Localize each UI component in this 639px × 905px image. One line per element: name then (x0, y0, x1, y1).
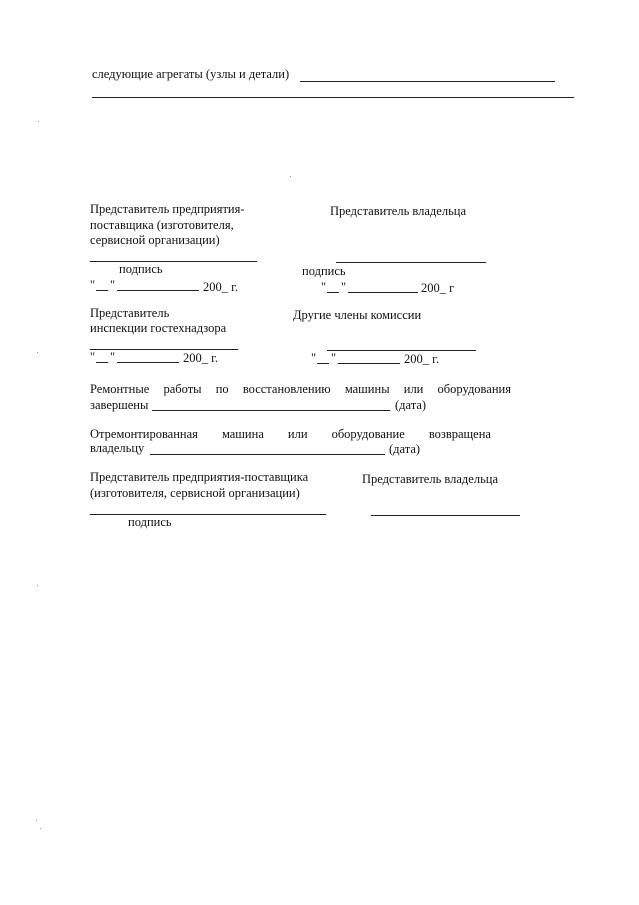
date-open-quote: " (90, 350, 96, 364)
owner-rep-label: Представитель владельца (362, 472, 499, 486)
aggregates-label: следующие агрегаты (узлы и детали) (92, 67, 290, 81)
date-open-quote: " (90, 278, 96, 292)
returned-statement (90, 427, 491, 442)
repair-completed-label: завершены (90, 398, 149, 412)
supplier-rep-line-2: (изготовителя, сервисной организации) (90, 486, 300, 500)
supplier-rep-line-1: Представитель предприятия- (90, 202, 245, 216)
date-day-line[interactable] (327, 292, 339, 293)
inspection-rep-line-2: инспекции гостехнадзора (90, 321, 227, 335)
scan-speck (37, 352, 38, 353)
returned-date-caption: (дата) (389, 442, 421, 456)
returned-word: возвращена (428, 427, 491, 441)
scan-speck (40, 828, 41, 829)
returned-line[interactable] (150, 454, 385, 455)
date-month-line[interactable] (117, 362, 179, 363)
supplier-rep-line-1: Представитель предприятия-поставщика (90, 470, 309, 484)
date-day-line[interactable] (96, 362, 108, 363)
commission-signature-line[interactable] (327, 350, 476, 351)
returned-word: оборудование (331, 427, 405, 441)
returned-word: или (287, 427, 308, 441)
supplier-rep-line-2: поставщика (изготовителя, (90, 218, 234, 232)
supplier-signature-line[interactable] (90, 514, 326, 515)
scan-speck (38, 121, 39, 122)
repair-word: или (403, 382, 424, 396)
repair-completed-line[interactable] (152, 410, 390, 411)
date-close-quote: " (110, 278, 116, 292)
supplier-signature-line[interactable] (90, 261, 257, 262)
date-year: 200_ г. (203, 280, 238, 294)
repair-word: по (215, 382, 229, 396)
commission-members-label: Другие члены комиссии (293, 308, 422, 322)
supplier-rep-line-3: сервисной организации) (90, 233, 220, 247)
repair-statement (90, 382, 511, 397)
date-year: 200_ г (421, 281, 455, 295)
aggregates-line-1[interactable] (300, 81, 555, 82)
date-close-quote: " (110, 350, 116, 364)
scan-speck (290, 176, 291, 177)
inspection-rep-line-1: Представитель (90, 306, 170, 320)
repair-word: оборудования (437, 382, 511, 396)
supplier-signature-caption: подпись (119, 262, 163, 276)
date-open-quote: " (311, 351, 317, 365)
date-day-line[interactable] (317, 363, 329, 364)
repair-word: восстановлению (242, 382, 331, 396)
repair-word: машины (344, 382, 390, 396)
repair-word: Ремонтные (90, 382, 150, 396)
date-year: 200_ г. (404, 352, 439, 366)
date-month-line[interactable] (338, 363, 400, 364)
date-close-quote: " (341, 280, 347, 294)
scan-speck (36, 820, 37, 821)
returned-word: Отремонтированная (90, 427, 198, 441)
date-open-quote: " (321, 280, 327, 294)
repair-word: работы (163, 382, 202, 396)
returned-to-owner-label: владельцу (90, 441, 145, 455)
date-month-line[interactable] (117, 290, 199, 291)
repair-date-caption: (дата) (395, 398, 427, 412)
owner-signature-caption: подпись (302, 264, 346, 278)
date-month-line[interactable] (348, 292, 418, 293)
date-day-line[interactable] (96, 290, 108, 291)
date-close-quote: " (331, 351, 337, 365)
returned-word: машина (221, 427, 264, 441)
owner-rep-label: Представитель владельца (330, 204, 467, 218)
owner-signature-line[interactable] (371, 515, 520, 516)
supplier-signature-caption: подпись (128, 515, 172, 529)
aggregates-line-2[interactable] (92, 97, 574, 98)
owner-signature-line[interactable] (336, 262, 486, 263)
date-year: 200_ г. (183, 351, 218, 365)
scan-speck (37, 585, 38, 586)
